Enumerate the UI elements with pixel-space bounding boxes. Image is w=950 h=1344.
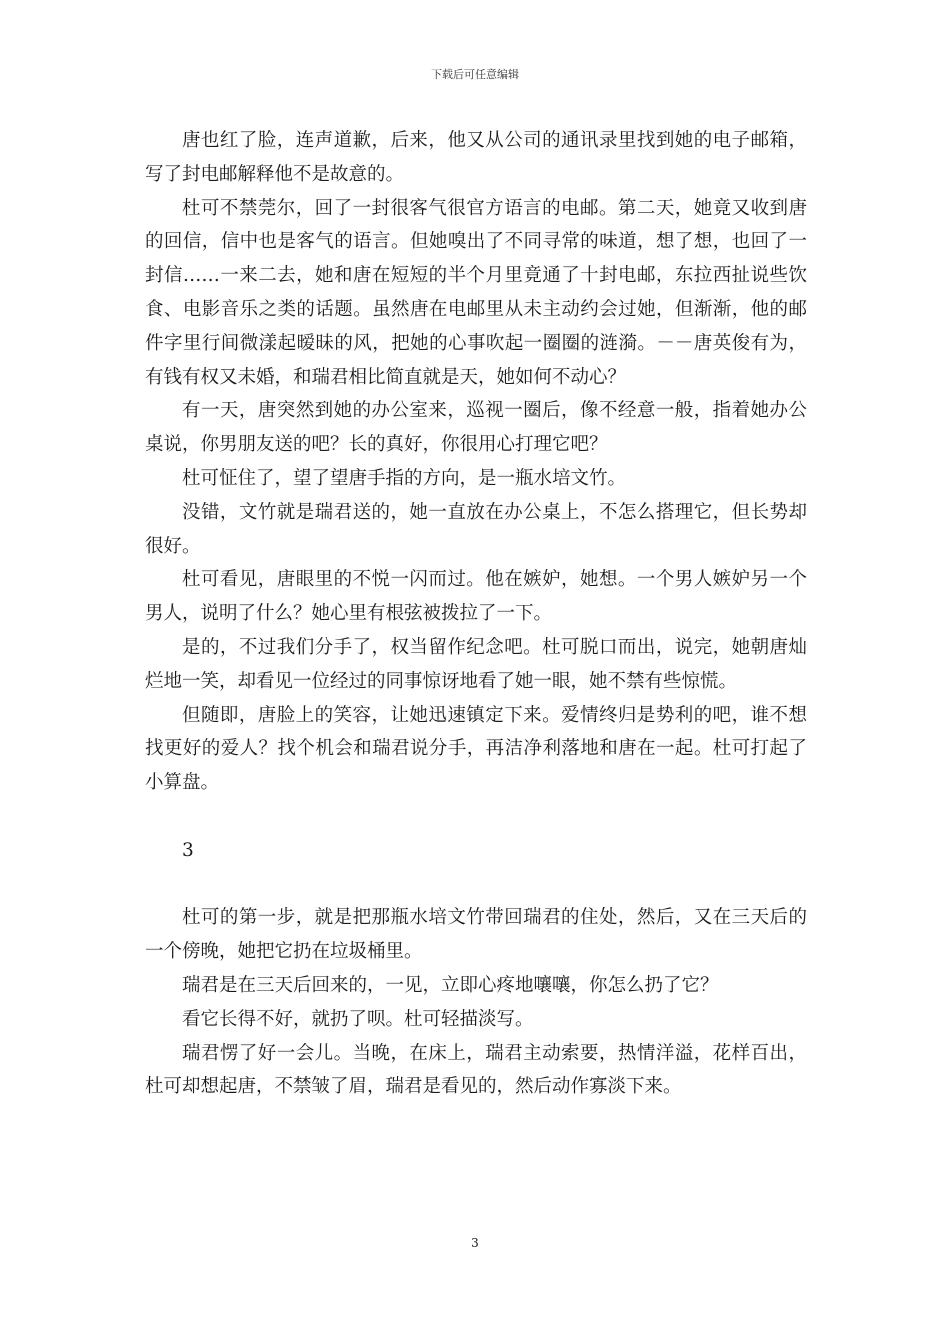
paragraph: 看它长得不好，就扔了呗。杜可轻描淡写。: [182, 1008, 534, 1030]
paragraph: 有一天，唐突然到她的办公室来，巡视一圈后，像不经意一般，指着她办公桌说，你男朋友送的吧？长的真好，你很用心打理它吧？: [145, 400, 807, 456]
page-number: 3: [471, 1236, 479, 1250]
section-number: 3: [182, 839, 194, 861]
page-header: 下载后可任意编辑: [431, 68, 519, 81]
paragraph: 杜可看见，唐眼里的不悦一闪而过。他在嫉妒，她想。一个男人嫉妒另一个男人，说明了什么？她心里有根弦被拨拉了一下。: [145, 569, 807, 625]
paragraph: 唐也红了脸，连声道歉，后来，他又从公司的通讯录里找到她的电子邮箱，写了封电邮解释他不是故意的。: [145, 130, 807, 185]
paragraph: 瑞君是在三天后回来的，一见，立即心疼地嚷嚷，你怎么扔了它？: [182, 974, 719, 996]
paragraph: 杜可的第一步，就是把那瓶水培文竹带回瑞君的住处，然后，又在三天后的一个傍晚，她把它扔在垃圾桶里。: [145, 907, 807, 963]
paragraph: 杜可怔住了，望了望唐手指的方向，是一瓶水培文竹。: [182, 467, 627, 489]
paragraph: 没错，文竹就是瑞君送的，她一直放在办公桌上，不怎么搭理它，但长势却很好。: [145, 501, 807, 557]
paragraph: 杜可不禁莞尔，回了一封很客气很官方语言的电邮。第二天，她竟又收到唐的回信，信中也是客气的语言。但她嗅出了不同寻常的味道，想了想，也回了一封信……一来二去，她和唐在短短的半个月里竟通了十封电邮，东拉西扯说些饮食、电影音乐之类的话题。虽然唐在电邮里从未主动约会过她，但渐渐，他的邮件字里行间微漾起暧昧的风，把她的心事吹起一圈圈的涟漪。－－唐英俊有为，有钱有权又未婚，和瑞君相比简直就是天，她如何不动心？: [145, 197, 807, 388]
document-body: [145, 124, 807, 1104]
paragraph: 是的，不过我们分手了，权当留作纪念吧。杜可脱口而出，说完，她朝唐灿烂地一笑，却看见一位经过的同事惊讶地看了她一眼，她不禁有些惊慌。: [145, 636, 807, 692]
paragraph: 瑞君愣了好一会儿。当晚，在床上，瑞君主动索要，热情洋溢，花样百出，杜可却想起唐，不禁皱了眉，瑞君是看见的，然后动作寡淡下来。: [145, 1042, 807, 1098]
paragraph: 但随即，唐脸上的笑容，让她迅速镇定下来。爱情终归是势利的吧，谁不想找更好的爱人？找个机会和瑞君说分手，再洁净利落地和唐在一起。杜可打起了小算盘。: [145, 704, 807, 794]
